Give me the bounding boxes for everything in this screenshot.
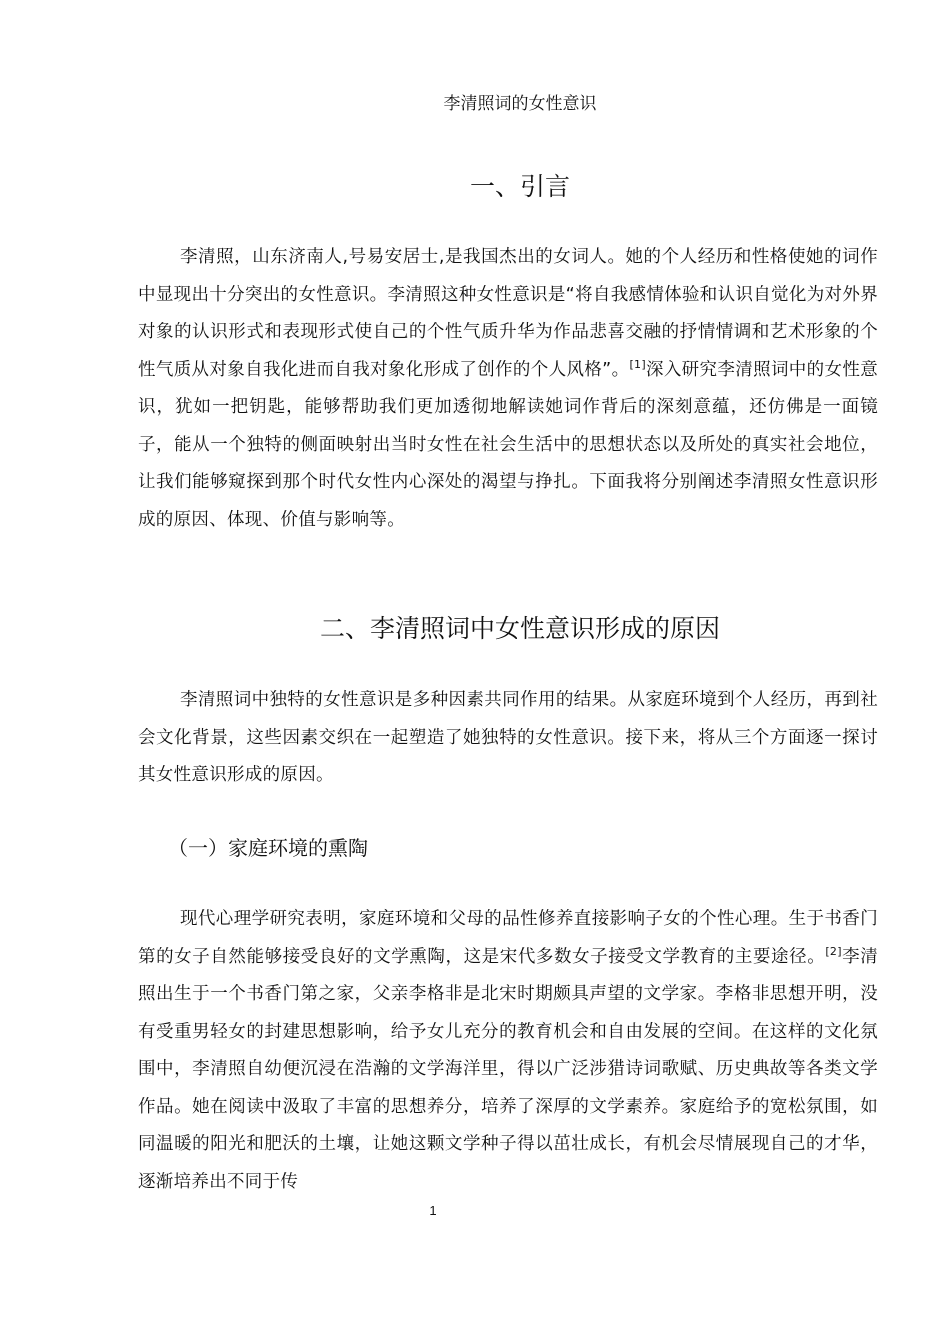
running-title: 李清照词的女性意识: [443, 94, 597, 114]
page-number: [0, 1202, 950, 1220]
citation-1: [1]: [629, 357, 646, 371]
page-number-value: 1: [429, 1203, 437, 1218]
causes-paragraph: 李清照词中独特的女性意识是多种因素共同作用的结果。从家庭环境到个人经历，再到社会文化背景，这些因素交织在一起塑造了她独特的女性意识。接下来，将从三个方面逐一探讨其女性意识形成的原因。: [138, 690, 878, 785]
section-heading-causes: 二、李清照词中女性意识形成的原因: [319, 614, 720, 643]
family-paragraph: [138, 901, 878, 1201]
intro-paragraph-text-2: 深入研究李清照词中的女性意识，犹如一把钥匙，能够帮助我们更加透彻地解读她词作背后的深刻意蕴，还仿佛是一面镜子，能从一个独特的侧面映射出当时女性在社会生活中的思想状态以及所处的真实社会地位，让我们能够窥探到那个时代女性内心深处的渴望与挣扎。下面我将分别阐述李清照女性意识形成的原因、体现、价值与影响等。: [138, 359, 878, 530]
intro-paragraph: [138, 239, 878, 539]
intro-paragraph-text-1: 李清照，山东济南人,号易安居士,是我国杰出的女词人。她的个人经历和性格使她的词作中显现出十分突出的女性意识。李清照这种女性意识是“将自我感情体验和认识自觉化为对外界对象的认识形式和表现形式使自己的个性气质升华为作品悲喜交融的抒情情调和艺术形象的个性气质从对象自我化进而自我对象化形成了创作的个人风格”。: [138, 247, 878, 380]
section-heading-intro: 一、引言: [469, 172, 570, 201]
family-paragraph-text-1: 现代心理学研究表明，家庭环境和父母的品性修养直接影响子女的个性心理。生于书香门第的女子自然能够接受良好的文学熏陶，这是宋代多数女子接受文学教育的主要途径。: [138, 909, 878, 967]
family-paragraph-text-2: 李清照出生于一个书香门第之家，父亲李格非是北宋时期颇具声望的文学家。李格非思想开明，没有受重男轻女的封建思想影响，给予女儿充分的教育机会和自由发展的空间。在这样的文化氛围中，李清照自幼便沉浸在浩瀚的文学海洋里，得以广泛涉猎诗词歌赋、历史典故等各类文学作品。她在阅读中汲取了丰富的思想养分，培养了深厚的文学素养。家庭给予的宽松氛围，如同温暖的阳光和肥沃的土壤，让她这颗文学种子得以茁壮成长，有机会尽情展现自己的才华，逐渐培养出不同于传: [138, 946, 878, 1192]
subsection-heading-family: （一）家庭环境的熏陶: [168, 836, 368, 860]
citation-2: [2]: [825, 944, 842, 958]
